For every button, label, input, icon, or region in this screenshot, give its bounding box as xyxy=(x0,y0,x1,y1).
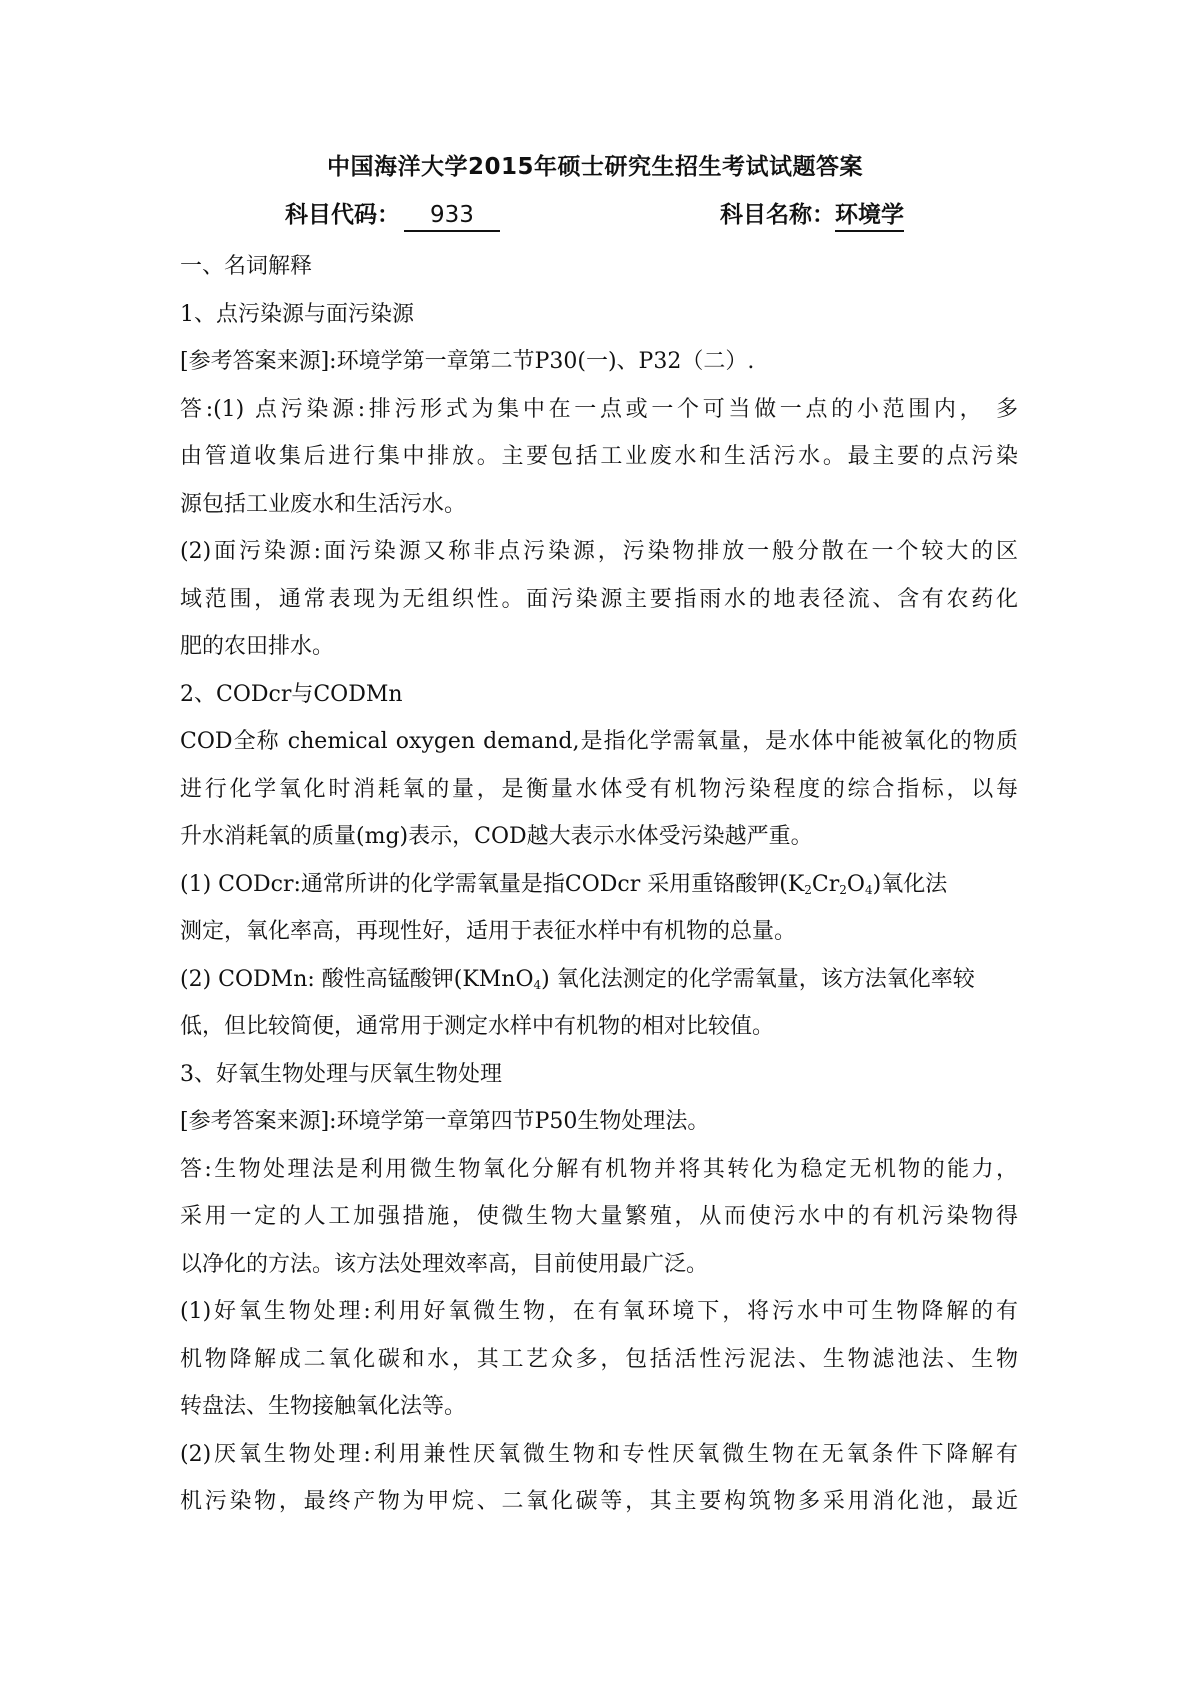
section-heading: 一、名词解释 xyxy=(180,254,313,279)
question-heading: 1、点污染源与面污染源 xyxy=(180,301,414,327)
subscript: 4 xyxy=(533,977,542,992)
text-line: 转盘法、生物接触氧化法等。 xyxy=(180,1394,467,1419)
subject-code xyxy=(285,198,500,232)
text-line: (1)好氧生物处理:利用好氧微生物，在有氧环境下，将污水中可生物降解的有 xyxy=(180,1299,1018,1324)
text-line: 以净化的方法。该方法处理效率高，目前使用最广泛。 xyxy=(180,1251,709,1277)
text-line: 测定，氧化率高，再现性好，适用于表征水样中有机物的总量。 xyxy=(180,919,797,944)
text-segment: ) 氧化法测定的化学需氧量，该方法氧化率较 xyxy=(541,966,975,992)
text-line-formula xyxy=(180,861,1018,909)
text-segment: (2) CODMn: 酸性高锰酸钾(KMnO xyxy=(180,966,534,992)
text-line: 升水消耗氧的质量(mg)表示，COD越大表示水体受污染越严重。 xyxy=(180,824,813,849)
text-line: 答:(1) 点污染源:排污形式为集中在一点或一个可当做一点的小范围内， 多 xyxy=(180,396,1018,422)
text-line: 源包括工业废水和生活污水。 xyxy=(180,491,467,517)
text-line: 域范围，通常表现为无组织性。面污染源主要指雨水的地表径流、含有农药化 xyxy=(180,586,1018,612)
answer-source: [参考答案来源]:环境学第一章第四节P50生物处理法。 xyxy=(180,1109,710,1134)
subject-code-label: 科目代码： xyxy=(285,202,400,228)
subscript: 4 xyxy=(864,882,873,897)
text-line: (2)面污染源:面污染源又称非点污染源，污染物排放一般分散在一个较大的区 xyxy=(180,539,1018,564)
subject-name-value: 环境学 xyxy=(835,200,904,232)
document-title: 中国海洋大学2015年硕士研究生招生考试试题答案 xyxy=(326,154,863,180)
text-segment: Cr xyxy=(811,871,840,897)
subject-name-label: 科目名称： xyxy=(720,202,835,228)
document-body xyxy=(180,243,1018,1526)
text-line: 采用一定的人工加强措施，使微生物大量繁殖，从而使污水中的有机污染物得 xyxy=(180,1204,1018,1229)
text-line: (2)厌氧生物处理:利用兼性厌氧微生物和专性厌氧微生物在无氧条件下降解有 xyxy=(180,1441,1018,1467)
subscript: 2 xyxy=(839,882,847,897)
text-line: 机污染物，最终产物为甲烷、二氧化碳等，其主要构筑物多采用消化池，最近 xyxy=(180,1489,1018,1514)
text-line: 低，但比较简便，通常用于测定水样中有机物的相对比较值。 xyxy=(180,1014,775,1039)
subject-code-value: 933 xyxy=(404,200,500,232)
text-line: 肥的农田排水。 xyxy=(180,634,335,659)
subject-name xyxy=(720,198,904,232)
text-line: 由管道收集后进行集中排放。主要包括工业废水和生活污水。最主要的点污染 xyxy=(180,444,1018,469)
answer-source: [参考答案来源]:环境学第一章第二节P30(一)、P32（二）. xyxy=(180,349,755,374)
text-line-formula xyxy=(180,956,1018,1004)
text-segment: O xyxy=(846,871,865,897)
text-line: 机物降解成二氧化碳和水，其工艺众多，包括活性污泥法、生物滤池法、生物 xyxy=(180,1346,1018,1372)
text-segment: )氧化法 xyxy=(872,871,948,897)
subject-info-row xyxy=(0,198,1190,232)
question-heading: 3、好氧生物处理与厌氧生物处理 xyxy=(180,1061,502,1087)
text-line: 答:生物处理法是利用微生物氧化分解有机物并将其转化为稳定无机物的能力， xyxy=(180,1156,1018,1182)
question-heading: 2、CODcr与CODMn xyxy=(180,681,403,707)
subscript: 2 xyxy=(804,882,812,897)
text-segment: (1) CODcr:通常所讲的化学需氧量是指CODcr 采用重铬酸钾(K xyxy=(180,871,805,897)
text-line: COD全称 chemical oxygen demand,是指化学需氧量，是水体中能被氧化的物质 xyxy=(180,729,1018,754)
text-line: 进行化学氧化时消耗氧的量，是衡量水体受有机物污染程度的综合指标，以每 xyxy=(180,776,1018,802)
